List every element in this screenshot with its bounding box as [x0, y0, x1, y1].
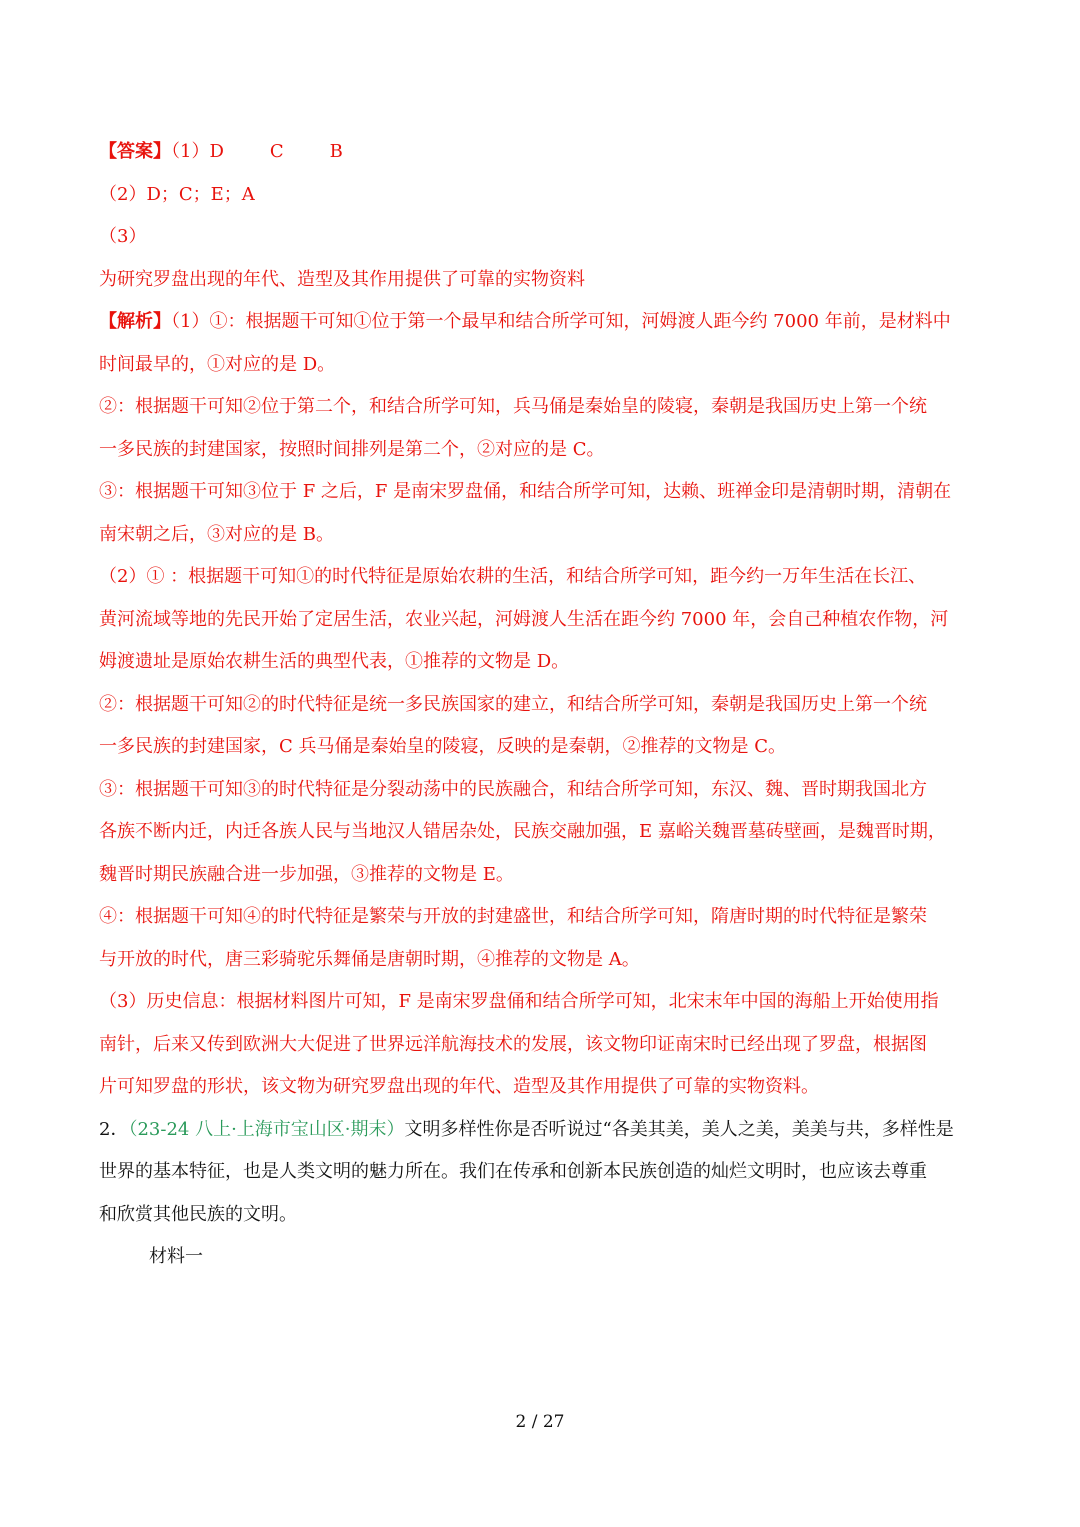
analysis-line: 时间最早的，①对应的是 D。	[99, 353, 336, 375]
page-number: 2 / 27	[515, 1412, 565, 1432]
analysis-line: 与开放的时代，唐三彩骑驼乐舞俑是唐朝时期，④推荐的文物是 A。	[99, 948, 640, 970]
analysis-line: 姆渡遗址是原始农耕生活的典型代表，①推荐的文物是 D。	[99, 651, 570, 672]
question2-line-3: 和欣赏其他民族的文明。	[99, 1203, 297, 1225]
answer-line-1	[99, 131, 984, 174]
analysis-line: ②：根据题干可知②的时代特征是统一多民族国家的建立，和结合所学可知，秦朝是我国历史上第一个统	[99, 693, 927, 715]
answer-tag: 【答案】	[99, 141, 171, 162]
analysis-line: 一多民族的封建国家，C 兵马俑是秦始皇的陵寝，反映的是秦朝，②推荐的文物是 C。	[99, 736, 786, 757]
analysis-line: 片可知罗盘的形状，该文物为研究罗盘出现的年代、造型及其作用提供了可靠的实物资料。	[99, 1076, 819, 1097]
analysis-line: ④：根据题干可知④的时代特征是繁荣与开放的封建盛世，和结合所学可知，隋唐时期的时代特征是繁荣	[99, 906, 927, 927]
question2-source: （23-24 八上·上海市宝山区·期末）	[128, 1118, 405, 1140]
answer-q3-text: 为研究罗盘出现的年代、造型及其作用提供了可靠的实物资料	[99, 268, 585, 290]
question2-number: 2．	[99, 1118, 129, 1140]
answer-q3-label: （3）	[99, 226, 147, 247]
analysis-line: 各族不断内迁，内迁各族人民与当地汉人错居杂处，民族交融加强，E 嘉峪关魏晋墓砖壁画，是魏晋时期，	[99, 821, 946, 842]
analysis-line: 魏晋时期民族融合进一步加强，③推荐的文物是 E。	[99, 863, 514, 885]
analysis-line: ③：根据题干可知③的时代特征是分裂动荡中的民族融合，和结合所学可知，东汉、魏、晋时期我国北方	[99, 778, 927, 800]
answer-q1-c: C	[269, 141, 284, 162]
analysis-tag: 【解析】	[99, 311, 171, 332]
analysis-line: 黄河流域等地的先民开始了定居生活，农业兴起，河姆渡人生活在距今约 7000 年，会自己种植农作物，河	[99, 608, 949, 630]
analysis-text: （1）①：根据题干可知①位于第一个最早和结合所学可知，河姆渡人距今约 7000 年前，是材料中	[171, 311, 951, 332]
question2-line-1	[99, 1109, 984, 1152]
page-content	[99, 131, 984, 1279]
analysis-line: 南宋朝之后，③对应的是 B。	[99, 523, 334, 545]
answer-q1-prefix: （1）D	[171, 141, 224, 162]
analysis-line: ③：根据题干可知③位于 F 之后，F 是南宋罗盘俑，和结合所学可知，达赖、班禅金印是清朝时期，清朝在	[99, 481, 952, 502]
analysis-line-0	[99, 301, 984, 344]
analysis-line: 一多民族的封建国家，按照时间排列是第二个，②对应的是 C。	[99, 438, 605, 460]
question2-line-2: 世界的基本特征，也是人类文明的魅力所在。我们在传承和创新本民族创造的灿烂文明时，也应该去尊重	[99, 1161, 927, 1182]
analysis-line: ②：根据题干可知②位于第二个，和结合所学可知，兵马俑是秦始皇的陵寝，秦朝是我国历史上第一个统	[99, 396, 927, 417]
answer-q2: （2）D；C；E；A	[99, 183, 255, 205]
material-label: 材料一	[149, 1246, 203, 1267]
analysis-line: （2）① ：根据题干可知①的时代特征是原始农耕的生活，和结合所学可知，距今约一万年生活在长江、	[99, 566, 927, 587]
analysis-line: 南针，后来又传到欧洲大大促进了世界远洋航海技术的发展，该文物印证南宋时已经出现了罗盘，根据图	[99, 1033, 927, 1055]
analysis-line: （3）历史信息：根据材料图片可知，F 是南宋罗盘俑和结合所学可知，北宋末年中国的海船上开始使用指	[99, 991, 939, 1012]
answer-q1-b: B	[329, 141, 343, 162]
question2-text: 文明多样性你是否听说过“各美其美，美人之美，美美与共，多样性是	[404, 1118, 954, 1140]
